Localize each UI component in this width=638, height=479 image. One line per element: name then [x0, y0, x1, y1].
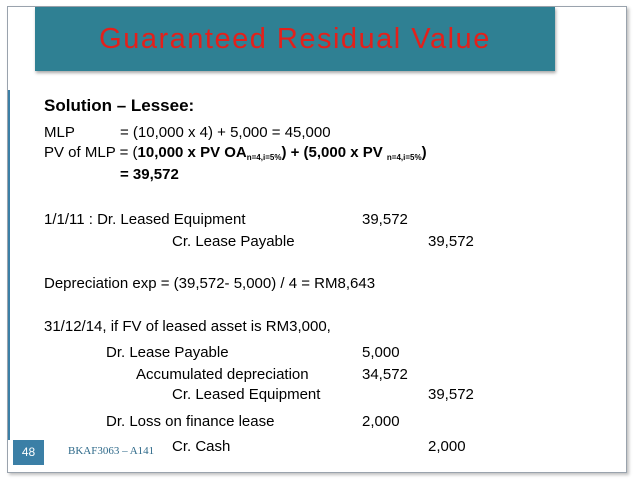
- entry2-debit1: Dr. Lease Payable: [106, 344, 229, 361]
- entry2-debit2: Accumulated depreciation: [136, 366, 309, 383]
- entry2-debit3-amount: 2,000: [362, 413, 400, 430]
- mlp-expression: = (10,000 x 4) + 5,000 = 45,000: [120, 124, 331, 141]
- entry1-debit-amount: 39,572: [362, 211, 408, 228]
- pv-label: PV of MLP = (: [44, 144, 138, 161]
- entry1-credit-amount: 39,572: [428, 233, 474, 250]
- mlp-label: MLP: [44, 124, 75, 141]
- entry1-debit: 1/1/11 : Dr. Leased Equipment: [44, 211, 246, 228]
- course-footer: BKAF3063 – A141: [68, 445, 155, 457]
- pv-end: ): [421, 144, 427, 161]
- pv-part1: 10,000 x PV OA: [137, 144, 247, 161]
- left-rule: [8, 90, 10, 440]
- pv-mid: ) + (5,000 x PV: [281, 144, 387, 161]
- depreciation-line: Depreciation exp = (39,572- 5,000) / 4 = RM8,643: [44, 275, 376, 292]
- pv-sub1: n=4,i=5%: [246, 153, 282, 162]
- entry2-debit1-amount: 5,000: [362, 344, 400, 361]
- entry2-debit2-amount: 34,572: [362, 366, 408, 383]
- entry2-credit2-amount: 2,000: [428, 438, 466, 455]
- solution-heading: Solution – Lessee:: [44, 96, 195, 115]
- entry1-credit: Cr. Lease Payable: [172, 233, 295, 250]
- pv-result: = 39,572: [120, 166, 179, 183]
- slide-title: Guaranteed Residual Value: [99, 23, 491, 55]
- slide-number: 48: [13, 440, 44, 465]
- entry2-credit1: Cr. Leased Equipment: [172, 386, 321, 403]
- entry2-date: 31/12/14, if FV of leased asset is RM3,000,: [44, 318, 331, 335]
- entry2-debit3: Dr. Loss on finance lease: [106, 413, 275, 430]
- pv-line: [44, 144, 427, 167]
- entry2-credit2: Cr. Cash: [172, 438, 231, 455]
- pv-sub2: n=4,i=5%: [386, 153, 422, 162]
- title-band: [35, 7, 555, 71]
- entry2-credit1-amount: 39,572: [428, 386, 474, 403]
